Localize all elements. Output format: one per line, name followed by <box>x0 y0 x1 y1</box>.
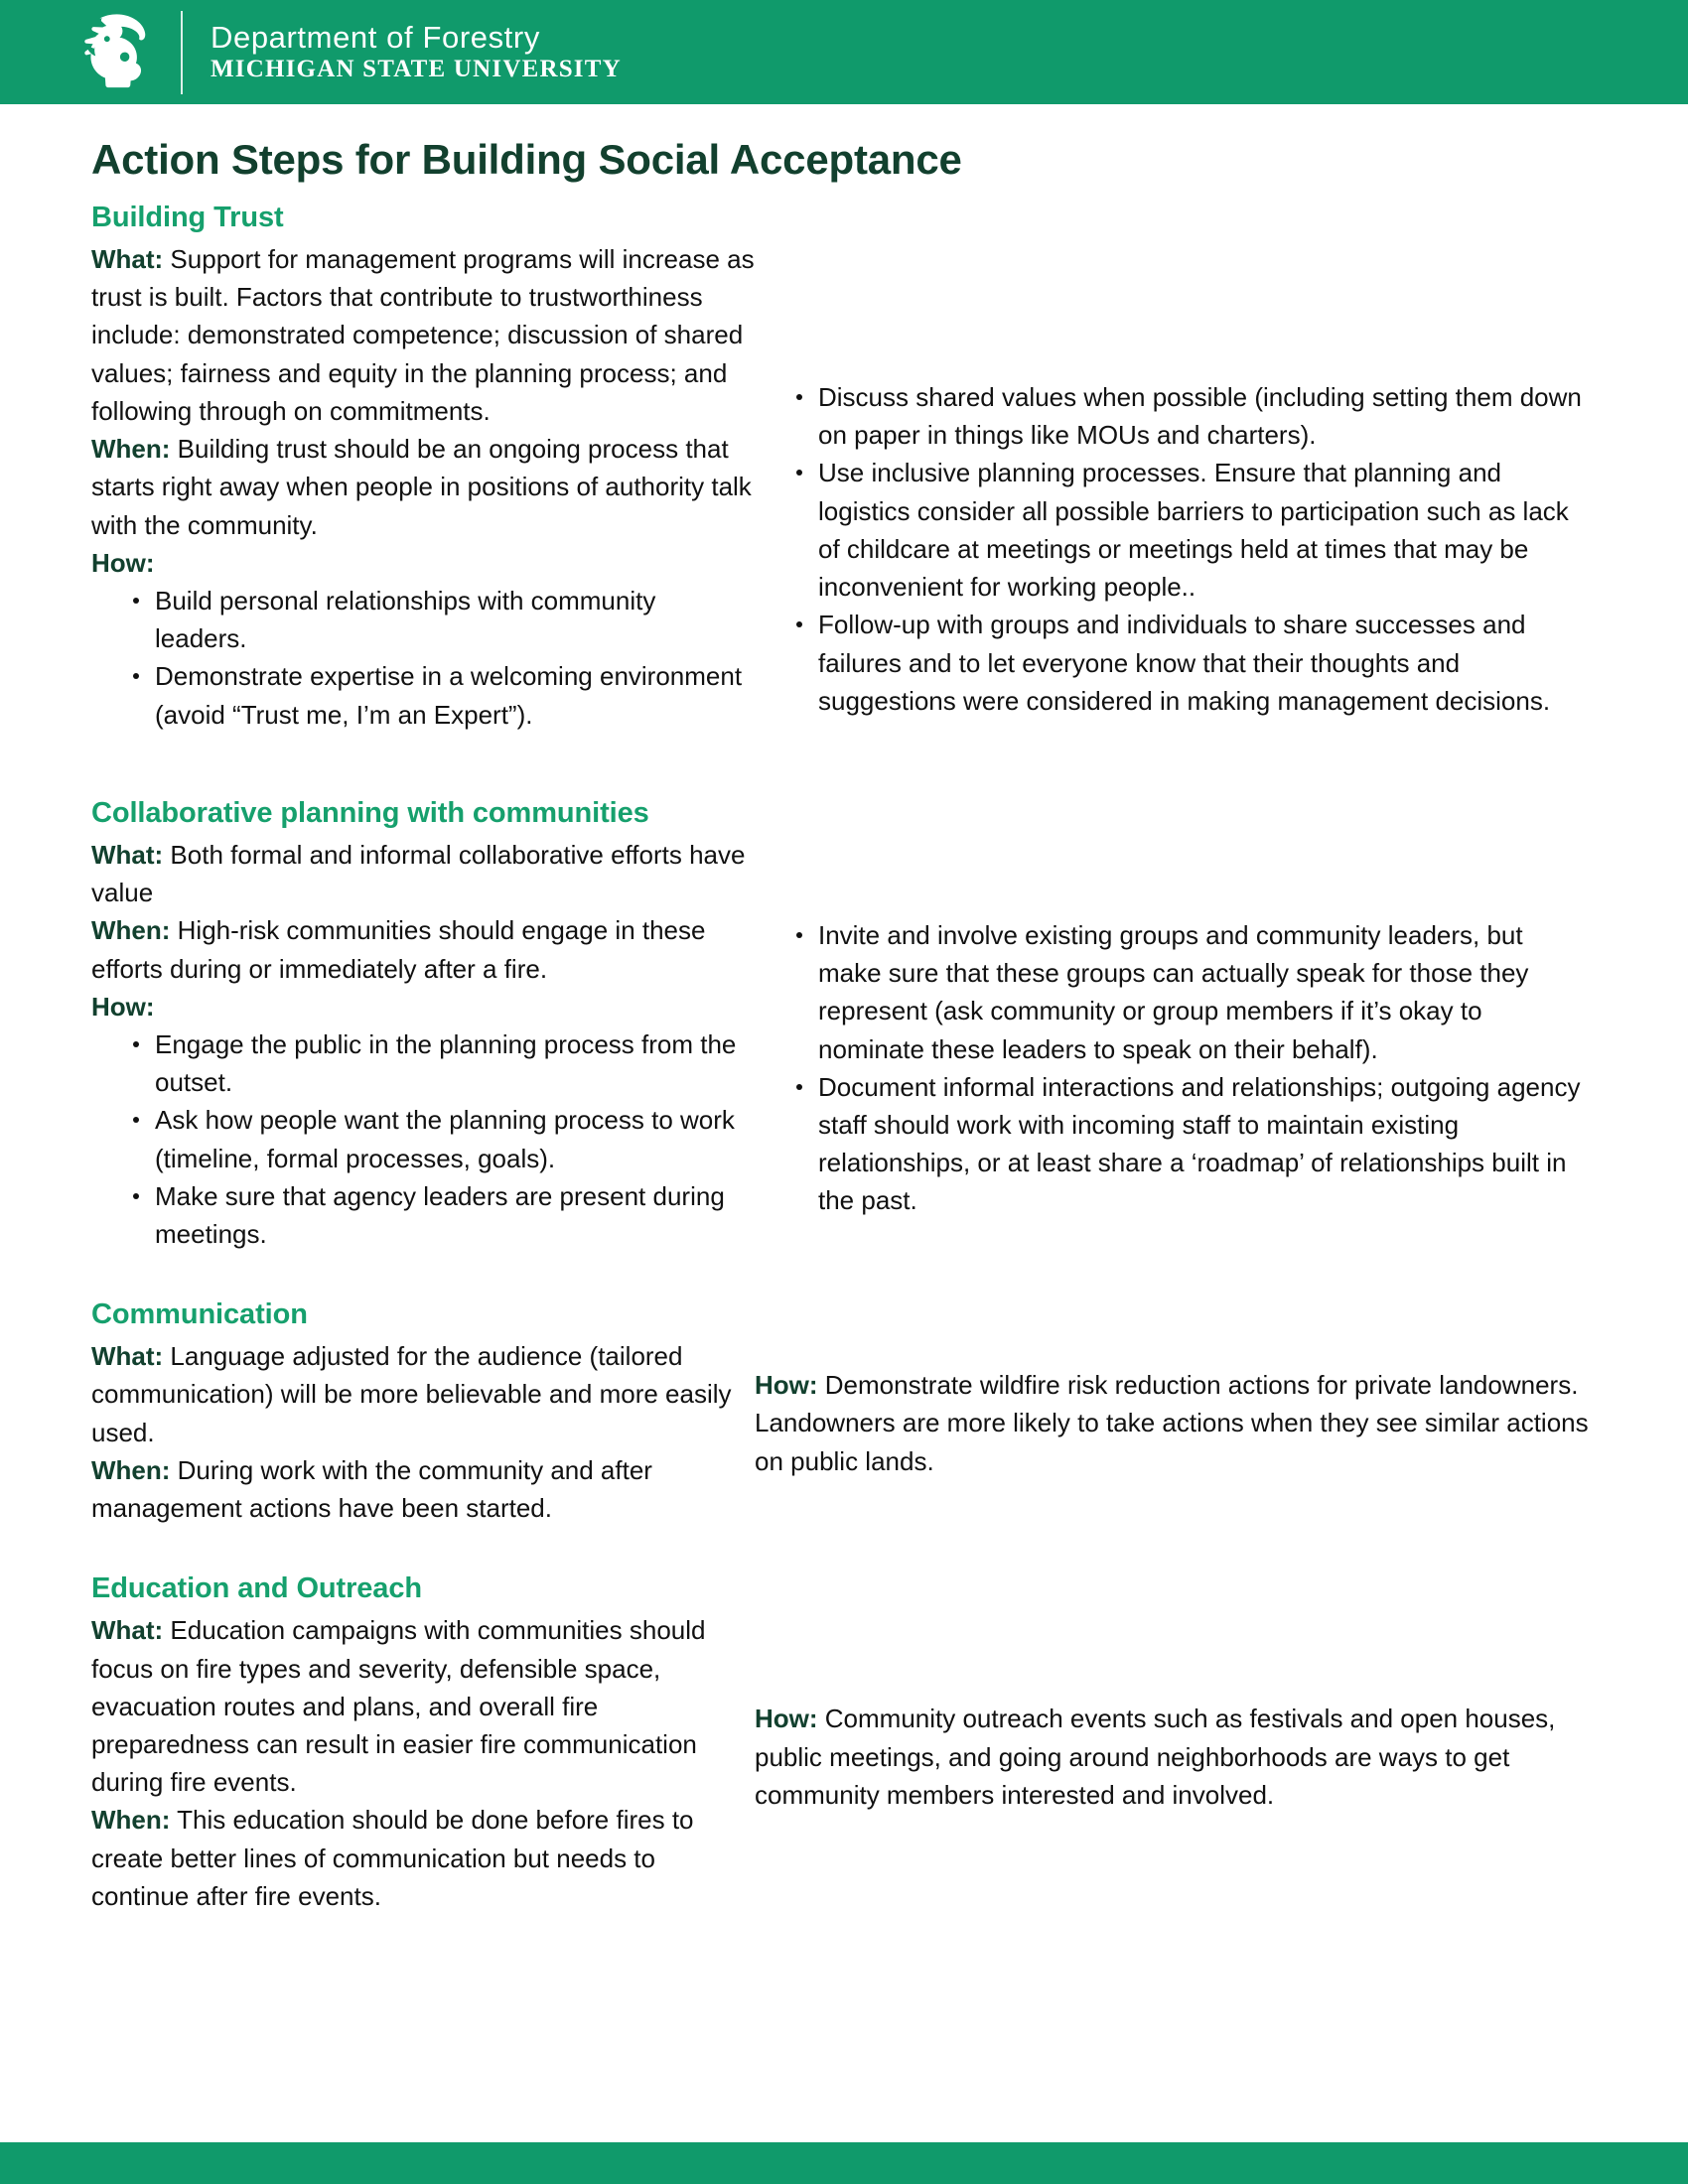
section-building-trust <box>0 202 1688 734</box>
list-item: Engage the public in the planning process from the outset. <box>129 1025 755 1101</box>
section-4-what <box>91 1611 755 1801</box>
department-name: Department of Forestry <box>211 19 540 55</box>
section-3-how <box>755 1366 1593 1480</box>
section-2-right-bullets <box>755 916 1593 1220</box>
how-label: How: <box>755 1370 818 1401</box>
msu-logo-block <box>77 12 622 93</box>
section-1-left-column <box>0 202 755 734</box>
section-3-what-text: Language adjusted for the audience (tailored communication) will be more believable and more easily used. <box>91 1341 732 1447</box>
section-1-what-text: Support for management programs will increase as trust is built. Factors that contribute to trustworthiness include: demonstrated competence; discussion of shared values; fairness and equity in the planning process; and following through on commitments. <box>91 244 755 426</box>
site-header <box>0 0 1688 104</box>
when-label: When: <box>91 1805 171 1836</box>
list-item: Demonstrate expertise in a welcoming environment (avoid “Trust me, I’m an Expert”). <box>129 657 755 733</box>
section-3-left-column <box>0 1298 755 1527</box>
logo-divider <box>181 11 183 94</box>
list-item: Make sure that agency leaders are present during meetings. <box>129 1177 755 1253</box>
what-label: What: <box>91 1615 164 1646</box>
spartan-helmet-icon <box>77 12 155 93</box>
list-item: Invite and involve existing groups and community leaders, but make sure that these groups can actually speak for those they represent (ask community or group members if it’s okay to nominate these leaders to speak on their behalf). <box>792 916 1593 1068</box>
section-4-what-text: Education campaigns with communities should focus on fire types and severity, defensible space, evacuation routes and plans, and overall fire preparedness can result in easier fire communication during fire events. <box>91 1615 706 1798</box>
section-collaborative-planning <box>0 797 1688 1253</box>
list-item: Use inclusive planning processes. Ensure that planning and logistics consider all possible barriers to participation such as lack of childcare at meetings or meetings held at times that may be inconvenient for working people.. <box>792 454 1593 606</box>
document-body <box>0 136 1688 1915</box>
section-education-outreach <box>0 1572 1688 1915</box>
how-label: How: <box>755 1704 818 1734</box>
msu-wordmark <box>211 21 622 84</box>
section-2-how-bullets <box>91 1025 755 1253</box>
when-label: When: <box>91 434 171 465</box>
when-label: When: <box>91 915 171 946</box>
section-1-what <box>91 240 755 430</box>
list-item: Follow-up with groups and individuals to share successes and failures and to let everyone know that their thoughts and suggestions were considered in making management decisions. <box>792 606 1593 720</box>
section-3-what <box>91 1337 755 1451</box>
list-item: Discuss shared values when possible (including setting them down on paper in things like MOUs and charters). <box>792 378 1593 454</box>
section-3-when-text: During work with the community and after management actions have been started. <box>91 1454 652 1524</box>
section-3-when <box>91 1451 755 1527</box>
section-1-how-bullets <box>91 582 755 734</box>
section-4-when-text: This education should be done before fires to create better lines of communication but needs to continue after fire events. <box>91 1805 694 1911</box>
section-2-what <box>91 836 755 911</box>
section-2-right-column <box>755 797 1688 1220</box>
section-1-how <box>91 544 755 582</box>
sections-container <box>0 202 1688 1915</box>
section-2-how <box>91 988 755 1025</box>
section-1-when-text: Building trust should be an ongoing process that starts right away when people in positions of authority talk with the community. <box>91 434 752 540</box>
how-label: How: <box>91 991 155 1022</box>
section-communication <box>0 1298 1688 1527</box>
list-item: Ask how people want the planning process to work (timeline, formal processes, goals). <box>129 1101 755 1176</box>
section-3-how-text: Demonstrate wildfire risk reduction actions for private landowners. Landowners are more likely to take actions when they see similar actions on public lands. <box>755 1370 1589 1476</box>
section-1-right-bullets <box>755 378 1593 720</box>
section-4-right-column <box>755 1572 1688 1814</box>
what-label: What: <box>91 244 164 274</box>
section-4-when <box>91 1801 755 1915</box>
site-footer-bar <box>0 2142 1688 2184</box>
what-label: What: <box>91 839 164 870</box>
when-label: When: <box>91 1454 171 1485</box>
section-4-how <box>755 1700 1593 1814</box>
section-1-heading: Building Trust <box>91 202 284 233</box>
section-1-right-column <box>755 202 1688 720</box>
section-4-heading: Education and Outreach <box>91 1572 422 1605</box>
section-2-when <box>91 911 755 987</box>
list-item: Document informal interactions and relationships; outgoing agency staff should work with incoming staff to maintain existing relationships, or at least share a ‘roadmap’ of relationships built in the past. <box>792 1068 1593 1220</box>
section-2-left-column <box>0 797 755 1253</box>
how-label: How: <box>91 547 155 578</box>
section-2-when-text: High-risk communities should engage in these efforts during or immediately after a fire. <box>91 915 706 984</box>
section-4-left-column <box>0 1572 755 1915</box>
section-2-heading: Collaborative planning with communities <box>91 796 649 829</box>
university-name: MICHIGAN STATE UNIVERSITY <box>211 56 622 83</box>
page-title: Action Steps for Building Social Acceptance <box>91 136 962 183</box>
section-3-heading: Communication <box>91 1298 308 1331</box>
what-label: What: <box>91 1341 164 1372</box>
section-1-when <box>91 430 755 544</box>
list-item: Build personal relationships with community leaders. <box>129 582 755 657</box>
section-3-right-column <box>755 1298 1688 1480</box>
section-2-what-text: Both formal and informal collaborative efforts have value <box>91 839 746 908</box>
section-4-how-text: Community outreach events such as festivals and open houses, public meetings, and going around neighborhoods are ways to get community members interested and involved. <box>755 1704 1556 1810</box>
